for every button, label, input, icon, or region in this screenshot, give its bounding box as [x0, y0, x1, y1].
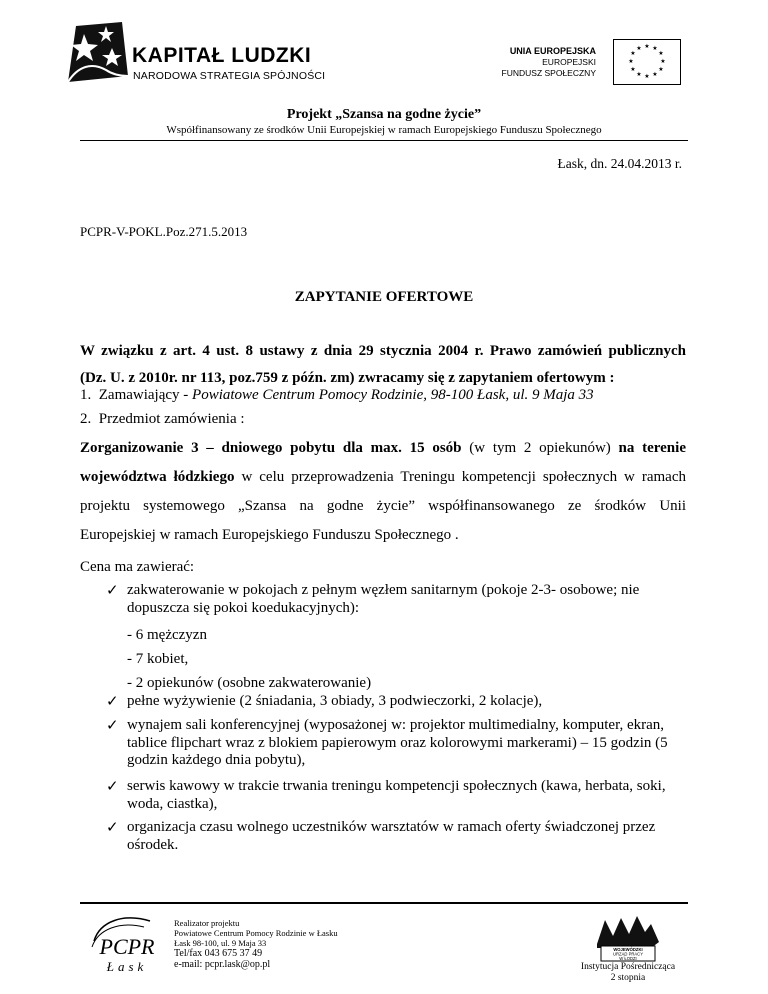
subject-bold-1: Zorganizowanie 3 – dniowego pobytu dla max. 15 osób [80, 440, 462, 456]
svg-text:★: ★ [636, 71, 642, 78]
kapital-ludzki-logo [62, 18, 130, 86]
footer-line-5: e-mail: pcpr.lask@op.pl [174, 959, 271, 970]
eu-flag-icon [613, 39, 681, 85]
eu-label [502, 46, 596, 79]
list-item [106, 582, 686, 617]
wup-caption-2: 2 stopnia [610, 973, 646, 983]
subject-line-2 [80, 463, 686, 492]
wup-line-1: WOJEWÓDZKI [613, 947, 643, 952]
wup-line-3: W ŁODZI [619, 956, 637, 961]
price-heading: Cena ma zawierać: [80, 559, 195, 575]
kapital-ludzki-subtitle: NARODOWA STRATEGIA SPÓJNOŚCI [133, 70, 326, 82]
subject-line-3: projektu systemowego „Szansa na godne życie” współfinansowanego ze środków Unii [80, 498, 686, 514]
list-item [106, 717, 686, 770]
project-subtitle: Współfinansowany ze środków Unii Europejskiej w ramach Europejskiego Funduszu Społecznego [166, 124, 602, 136]
pcpr-logo-text: PCPR [99, 934, 155, 959]
svg-text:★: ★ [652, 45, 658, 52]
item1-value: Powiatowe Centrum Pomocy Rodzinie, 98-100 Łask, ul. 9 Maja 33 [192, 387, 594, 403]
checkmark-icon: ✓ [106, 818, 119, 836]
footer-divider [80, 902, 688, 904]
checkmark-icon: ✓ [106, 581, 119, 599]
svg-text:★: ★ [652, 71, 658, 78]
document-heading: ZAPYTANIE OFERTOWE [294, 289, 474, 305]
checkmark-icon: ✓ [106, 692, 119, 710]
item-ordering-party [80, 387, 686, 404]
wup-caption-1: Instytucja Pośrednicząca [580, 962, 676, 972]
svg-text:★: ★ [658, 50, 664, 57]
svg-text:★: ★ [644, 73, 650, 80]
intermediate-institution-caption [560, 962, 696, 984]
list-item [106, 778, 686, 813]
bullet-free-time: organizacja czasu wolnego uczestników warsztatów w ramach oferty świadczonej przez ośrodek. [127, 819, 656, 853]
subject-normal-1: (w tym 2 opiekunów) [461, 440, 619, 456]
item2-number: 2. [80, 411, 92, 427]
project-title: Projekt „Szansa na godne życie” [286, 107, 482, 122]
svg-text:★: ★ [660, 58, 666, 65]
checkmark-icon: ✓ [106, 777, 119, 795]
checkmark-icon: ✓ [106, 716, 119, 734]
footer-line-1: Realizator projektu [174, 918, 240, 928]
svg-text:★: ★ [630, 50, 636, 57]
pcpr-logo-sub: Łask [106, 959, 148, 974]
wup-line-2: URZĄD PRACY [612, 951, 644, 957]
intro-line-1: W związku z art. 4 ust. 8 ustawy z dnia 29 stycznia 2004 r. Prawo zamówień publicznych [80, 343, 686, 359]
bullet-accommodation: zakwaterowanie w pokojach z pełnym węzłem sanitarnym (pokoje 2-3- osobowe; nie dopuszcza się pokoi koedukacyjnych): [127, 582, 640, 616]
reference-number: PCPR-V-POKL.Poz.271.5.2013 [80, 224, 248, 239]
list-item [106, 819, 686, 854]
bullet-coffee-service: serwis kawowy w trakcie trwania treningu kompetencji społecznych (kawa, herbata, soki, woda, ciastka), [127, 778, 666, 812]
sub-item-women: - 7 kobiet, [127, 651, 189, 667]
svg-text:★: ★ [644, 43, 650, 50]
pcpr-logo [84, 907, 170, 979]
eu-line-3: FUNDUSZ SPOŁECZNY [501, 68, 596, 78]
item-subject [80, 411, 686, 428]
footer-line-4: Tel/fax 043 675 37 49 [174, 948, 263, 959]
subject-bold-2: na terenie [618, 440, 686, 456]
eu-line-1: UNIA EUROPEJSKA [509, 46, 596, 56]
intro-line-2: (Dz. U. z 2010r. nr 113, poz.759 z późn. zm) zwracamy się z zapytaniem ofertowym : [80, 370, 615, 386]
subject-normal-2: w celu przeprowadzenia Treningu kompetencji społecznych w ramach [234, 469, 686, 485]
bullet-meals: pełne wyżywienie (2 śniadania, 3 obiady, 3 podwieczorki, 2 kolacje), [127, 693, 543, 709]
item2-label: Przedmiot zamówienia : [98, 411, 245, 427]
footer-line-3: Łask 98-100, ul. 9 Maja 33 [174, 938, 267, 948]
bullet-conference-room: wynajem sali konferencyjnej (wyposażonej w: projektor multimedialny, komputer, ekran, tablice flipchart wraz z blokiem papierowym oraz kolorowymi markerami) – 15 godzin (5 godzin każdego dnia pobytu), [127, 717, 668, 768]
kapital-ludzki-title: KAPITAŁ LUDZKI [132, 44, 312, 67]
intro-paragraph [80, 338, 686, 392]
item1-label: Zamawiający - [98, 387, 193, 403]
svg-text:★: ★ [628, 58, 634, 65]
eu-line-2: EUROPEJSKI [542, 57, 596, 67]
subject-paragraph [80, 434, 686, 550]
header-divider [80, 140, 688, 141]
subject-line-4: Europejskiej w ramach Europejskiego Funduszu Społecznego . [80, 527, 459, 543]
wup-lodz-logo [595, 914, 661, 962]
document-date: Łask, dn. 24.04.2013 r. [557, 156, 682, 171]
list-item [106, 693, 686, 711]
svg-text:★: ★ [658, 66, 664, 73]
item1-number: 1. [80, 387, 92, 403]
subject-bold-3: województwa łódzkiego [80, 469, 235, 485]
sub-item-men: - 6 mężczyzn [127, 627, 207, 643]
sub-item-caretakers: - 2 opiekunów (osobne zakwaterowanie) [127, 675, 372, 691]
svg-text:★: ★ [636, 45, 642, 52]
footer-line-2: Powiatowe Centrum Pomocy Rodzinie w Łasku [174, 928, 338, 938]
subject-line-1 [80, 434, 686, 463]
svg-text:★: ★ [630, 66, 636, 73]
footer-contact [174, 918, 338, 970]
